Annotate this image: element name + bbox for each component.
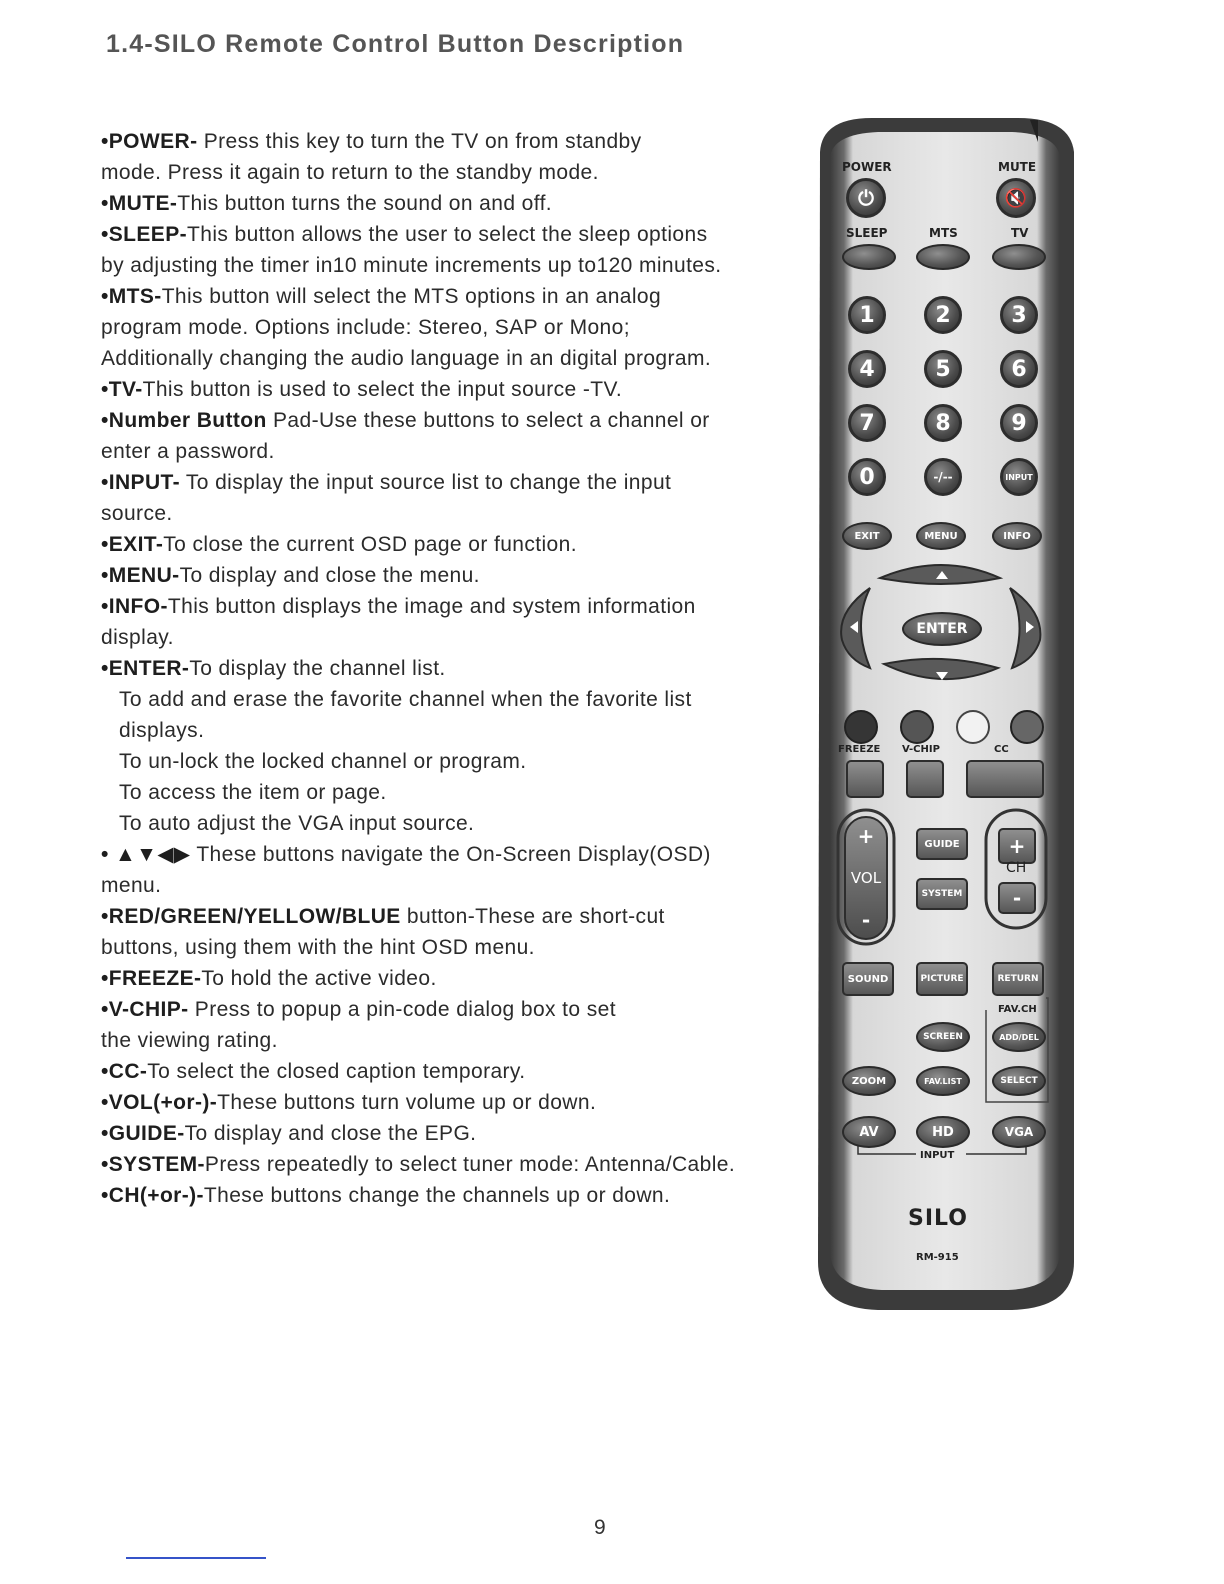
digit-2-button[interactable]: 2 [924,296,962,334]
digit-3-button[interactable]: 3 [1000,296,1038,334]
description-keyword: •VOL(+or-)- [101,1091,218,1114]
description-keyword: •MUTE- [101,192,178,215]
description-line [101,281,801,312]
mts-label: MTS [929,226,958,240]
exit-button[interactable]: EXIT [842,522,892,550]
blue-button[interactable] [1010,710,1044,744]
zoom-button[interactable]: ZOOM [842,1066,896,1096]
description-line [101,1087,801,1118]
description-keyword: •SYSTEM- [101,1153,205,1176]
description-text: These buttons turn volume up or down. [217,1091,597,1114]
button-description-list [101,126,801,1211]
guide-button[interactable]: GUIDE [916,828,968,860]
mute-button[interactable] [996,178,1036,218]
description-keyword: •TV- [101,378,143,401]
description-line [101,436,801,467]
description-text: To select the closed caption temporary. [147,1060,526,1083]
digit-7-button[interactable]: 7 [848,404,886,442]
description-keyword: •FREEZE- [101,967,202,990]
description-keyword: •SLEEP- [101,223,188,246]
description-text: Press repeatedly to select tuner mode: Antenna/Cable. [204,1153,736,1176]
description-text: Additionally changing the audio language in an digital program. [101,347,712,370]
description-line [101,1056,801,1087]
description-line [101,1180,801,1211]
description-line [101,808,801,839]
page-number: 9 [594,1516,606,1539]
description-line [101,467,801,498]
description-text: To close the current OSD page or function. [163,533,577,556]
description-text: To add and erase the favorite channel when the favorite list [119,688,692,711]
description-text: To access the item or page. [119,781,387,804]
description-keyword: •INFO- [101,595,168,618]
mute-label: MUTE [998,160,1037,174]
power-icon: ⏻ [858,186,874,210]
digit-4-button[interactable]: 4 [848,350,886,388]
vga-button[interactable]: VGA [992,1116,1046,1148]
mute-icon: 🔇 [1004,187,1028,209]
description-line [101,870,801,901]
digit-1-button[interactable]: 1 [848,296,886,334]
yellow-button[interactable] [956,710,990,744]
description-line [101,963,801,994]
description-text: To auto adjust the VGA input source. [119,812,475,835]
add-del-button[interactable]: ADD/DEL [992,1022,1046,1052]
description-keyword: •ENTER- [101,657,190,680]
brand-logo: SILO [908,1206,968,1231]
description-keyword: •INPUT- [101,471,180,494]
ch-label: CH [1006,860,1027,876]
description-keyword: •EXIT- [101,533,164,556]
description-keyword: •MENU- [101,564,180,587]
description-line [101,374,801,405]
red-button[interactable] [844,710,878,744]
digit-9-button[interactable]: 9 [1000,404,1038,442]
digit-8-button[interactable]: 8 [924,404,962,442]
description-line [101,715,801,746]
description-line [101,188,801,219]
description-text: These buttons change the channels up or down. [203,1184,671,1207]
description-text: button-These are short-cut [400,905,665,928]
screen-button[interactable]: SCREEN [916,1022,970,1052]
volume-up-button[interactable]: + [857,824,875,848]
description-line [101,839,801,870]
description-line [101,746,801,777]
digit-0-button[interactable]: 0 [848,458,886,496]
menu-button[interactable]: MENU [916,522,966,550]
system-button[interactable]: SYSTEM [916,878,968,910]
description-line [101,312,801,343]
model-number: RM-915 [916,1252,959,1263]
description-keyword: •V-CHIP- [101,998,189,1021]
description-line [101,219,801,250]
description-line [101,1118,801,1149]
fav-list-button[interactable]: FAV.LIST [916,1066,970,1096]
channel-down-button[interactable]: - [998,882,1036,914]
vchip-button[interactable] [906,760,944,798]
hd-button[interactable]: HD [916,1116,970,1148]
description-line [101,994,801,1025]
description-text: This button allows the user to select the sleep options [187,223,708,246]
return-button[interactable]: RETURN [992,962,1044,996]
description-keyword: •MTS- [101,285,162,308]
description-text: display. [101,626,174,649]
power-label: POWER [842,160,892,174]
description-line [101,560,801,591]
description-keyword: •POWER- [101,130,198,153]
favch-label: FAV.CH [998,1004,1037,1015]
page-title: 1.4-SILO Remote Control Button Description [106,30,685,58]
cc-label: CC [994,744,1009,755]
vchip-label: V-CHIP [902,744,940,755]
description-line [101,777,801,808]
av-button[interactable]: AV [842,1116,896,1148]
description-line [101,405,801,436]
description-text: mode. Press it again to return to the standby mode. [101,161,599,184]
description-text: This button displays the image and system information [167,595,696,618]
description-text: menu. [101,874,162,897]
volume-down-button[interactable]: - [861,908,871,932]
freeze-label: FREEZE [838,744,881,755]
description-text: To display the channel list. [189,657,446,680]
tv-button[interactable] [992,244,1046,270]
description-line [101,932,801,963]
picture-button[interactable]: PICTURE [916,962,968,996]
tv-label: TV [1011,226,1029,240]
volume-rocker[interactable] [844,816,888,940]
description-line [101,1025,801,1056]
description-text: enter a password. [101,440,275,463]
description-text: To display the input source list to change the input [180,471,672,494]
description-text: To un-lock the locked channel or program. [119,750,527,773]
description-keyword: •CH(+or-)- [101,1184,204,1207]
cc-button[interactable] [966,760,1044,798]
description-text: displays. [119,719,205,742]
description-line [101,1149,801,1180]
dash-button[interactable]: -/-- [924,458,962,496]
description-line [101,684,801,715]
sleep-label: SLEEP [846,226,888,240]
select-button[interactable]: SELECT [992,1066,1046,1096]
description-text: To hold the active video. [201,967,437,990]
description-keyword: •RED/GREEN/YELLOW/BLUE [101,905,401,928]
digit-6-button[interactable]: 6 [1000,350,1038,388]
description-text: Pad-Use these buttons to select a channel or [266,409,710,432]
description-text: the viewing rating. [101,1029,278,1052]
description-keyword: •GUIDE- [101,1122,185,1145]
description-text: buttons, using them with the hint OSD menu. [101,936,535,959]
green-button[interactable] [900,710,934,744]
description-line [101,157,801,188]
description-line [101,529,801,560]
enter-button[interactable]: ENTER [902,612,982,646]
vol-label: VOL [850,869,882,887]
description-line [101,622,801,653]
description-text: source. [101,502,173,525]
footer-rule [126,1557,266,1559]
description-line [101,901,801,932]
description-text: This button will select the MTS options in an analog [161,285,662,308]
digit-5-button[interactable]: 5 [924,350,962,388]
sleep-button[interactable] [842,244,896,270]
input-group-label: INPUT [920,1150,955,1161]
description-keyword: • ▲▼◀▶ [101,843,191,866]
remote-control-illustration [812,112,1078,1316]
description-keyword: •Number Button [101,409,267,432]
power-button[interactable] [846,178,886,218]
description-line [101,498,801,529]
input-button[interactable]: INPUT [1000,458,1038,496]
info-button[interactable]: INFO [992,522,1042,550]
description-text: program mode. Options include: Stereo, SAP or Mono; [101,316,630,339]
description-text: Press to popup a pin-code dialog box to set [188,998,616,1021]
description-line [101,343,801,374]
sound-button[interactable]: SOUND [842,962,894,996]
description-text: by adjusting the timer in10 minute increments up to120 minutes. [101,254,722,277]
description-text: This button turns the sound on and off. [177,192,553,215]
description-text: To display and close the menu. [179,564,480,587]
description-line [101,126,801,157]
description-line [101,653,801,684]
description-text: These buttons navigate the On-Screen Display(OSD) [190,843,711,866]
description-line [101,591,801,622]
description-text: This button is used to select the input source -TV. [142,378,623,401]
description-line [101,250,801,281]
description-text: Press this key to turn the TV on from standby [197,130,642,153]
description-keyword: •CC- [101,1060,148,1083]
channel-up-button[interactable]: + [998,828,1036,864]
mts-button[interactable] [916,244,970,270]
freeze-button[interactable] [846,760,884,798]
description-text: To display and close the EPG. [184,1122,477,1145]
